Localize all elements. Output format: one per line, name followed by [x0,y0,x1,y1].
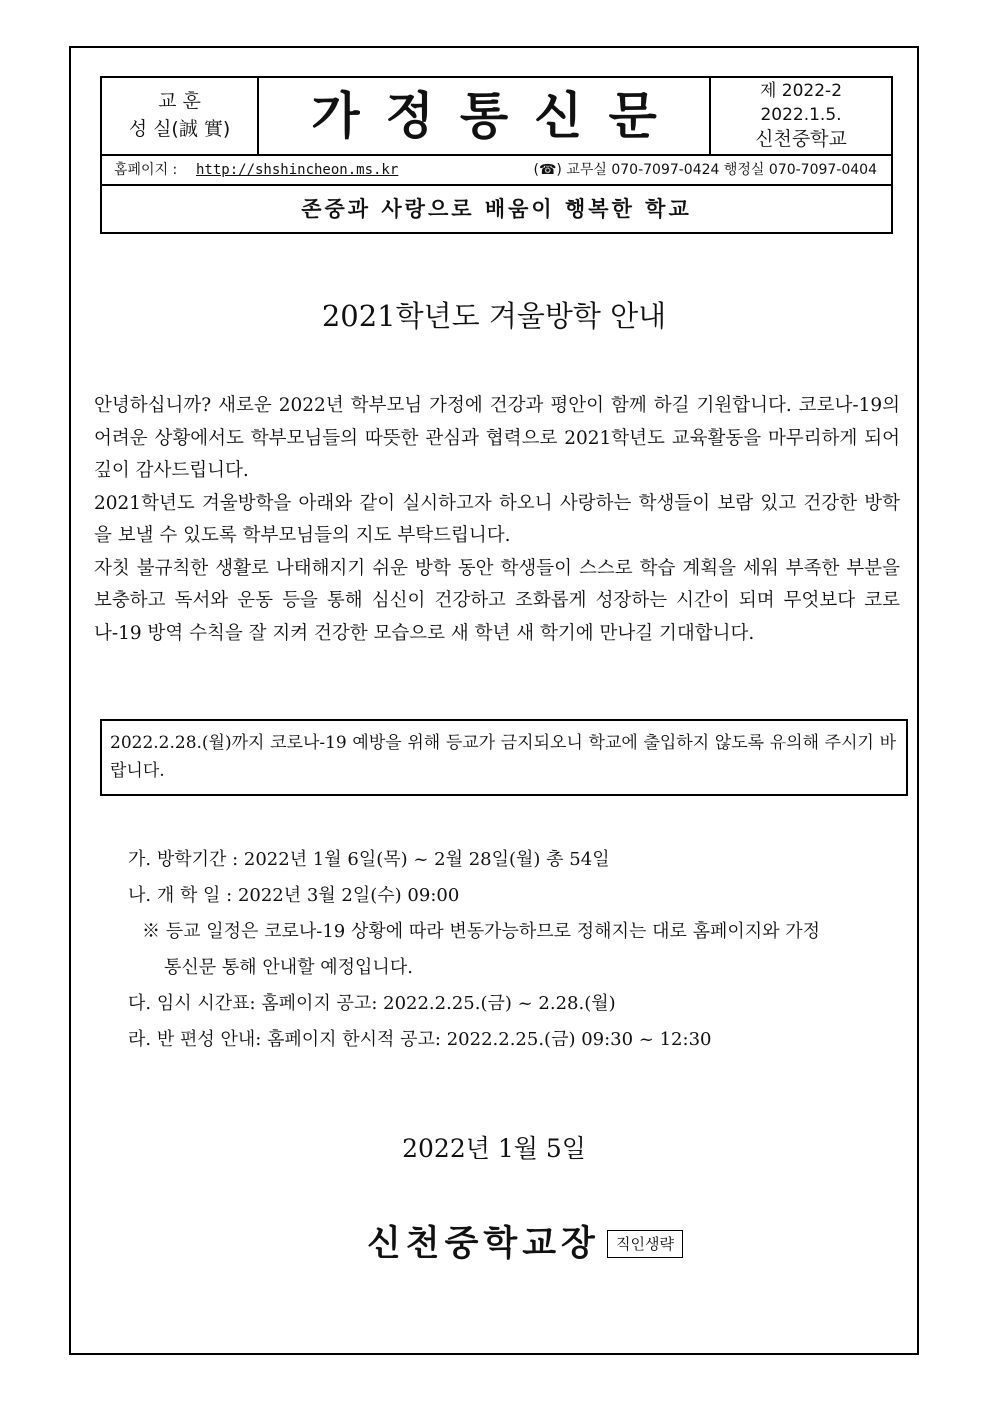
opening-day-item: 나. 개 학 일 : 2022년 3월 2일(수) 09:00 [128,885,460,906]
document-title: 2021학년도 겨울방학 안내 [321,299,667,333]
schedule-note-continued: 통신문 통해 안내할 예정입니다. [164,957,413,978]
homepage-label: 홈페이지 : [114,162,178,178]
principal-title: 신천중학교장 [367,1224,600,1264]
header-top-row [102,78,891,156]
motto-label: 교 훈 [158,90,201,112]
paragraph: 자칫 불규칙한 생활로 나태해지기 쉬운 방학 동안 학생들이 스스로 학습 계획을 세워 부족한 부분을 보충하고 독서와 운동 등을 통해 심신이 건강하고 조화롭게 성장하는 시간이 되며 무엇보다 코로나-19 방역 수칙을 잘 지켜 건강한 모습으로 새 학년 새 학기에 만나길 기대합니다. [94,557,900,644]
letter-page [69,46,919,1355]
school-name: 신천중학교 [755,128,847,150]
motto-text: 성 실(誠 實) [128,118,231,140]
school-motto [102,78,259,154]
issue-info [709,78,891,154]
signature-block [367,1220,683,1268]
school-slogan: 존중과 사랑으로 배움이 행복한 학교 [301,197,692,221]
paragraph: 안녕하십니까? 새로운 2022년 학부모님 가정에 건강과 평안이 함께 하길 기원합니다. 코로나-19의 어려운 상황에서도 학부모님들의 따뜻한 관심과 협력으로 2021학년도 교육활동을 마무리하게 되어 깊이 감사드립니다. [94,395,900,481]
timetable-item: 다. 임시 시간표: 홈페이지 공고: 2022.2.25.(금) ~ 2.28.(월) [128,993,616,1014]
masthead-title: 가정통신문 [311,87,683,145]
vacation-period-item: 가. 방학기간 : 2022년 1월 6일(목) ~ 2월 28일(월) 총 54일 [128,849,610,870]
issue-date: 2022.1.5. [760,105,842,125]
homepage-link[interactable]: http://shshincheon.ms.kr [196,162,399,178]
paragraph: 2021학년도 겨울방학을 아래와 같이 실시하고자 하오니 사랑하는 학생들이 보람 있고 건강한 방학을 보낼 수 있도록 학부모님들의 지도 부탁드립니다. [94,492,900,546]
letter-body [94,390,900,650]
notice-box: 2022.2.28.(월)까지 코로나-19 예방을 위해 등교가 금지되오니 학교에 출입하지 않도록 유의해 주시기 바랍니다. [100,719,908,796]
newsletter-header [100,76,893,234]
issue-number: 제 2022-2 [759,81,843,101]
seal-omitted-stamp: 직인생략 [607,1230,683,1258]
letter-date: 2022년 1월 5일 [402,1134,586,1163]
class-assignment-item: 라. 반 편성 안내: 홈페이지 한시적 공고: 2022.2.25.(금) 09:30 ~ 12:30 [128,1029,712,1050]
phone-contacts: (☎) 교무실 070-7097-0424 행정실 070-7097-0404 [533,162,877,178]
schedule-list [128,842,898,1058]
schedule-note: ※ 등교 일정은 코로나-19 상황에 따라 변동가능하므로 정해지는 대로 홈페이지와 가정 [142,921,821,942]
contact-row [102,156,891,186]
